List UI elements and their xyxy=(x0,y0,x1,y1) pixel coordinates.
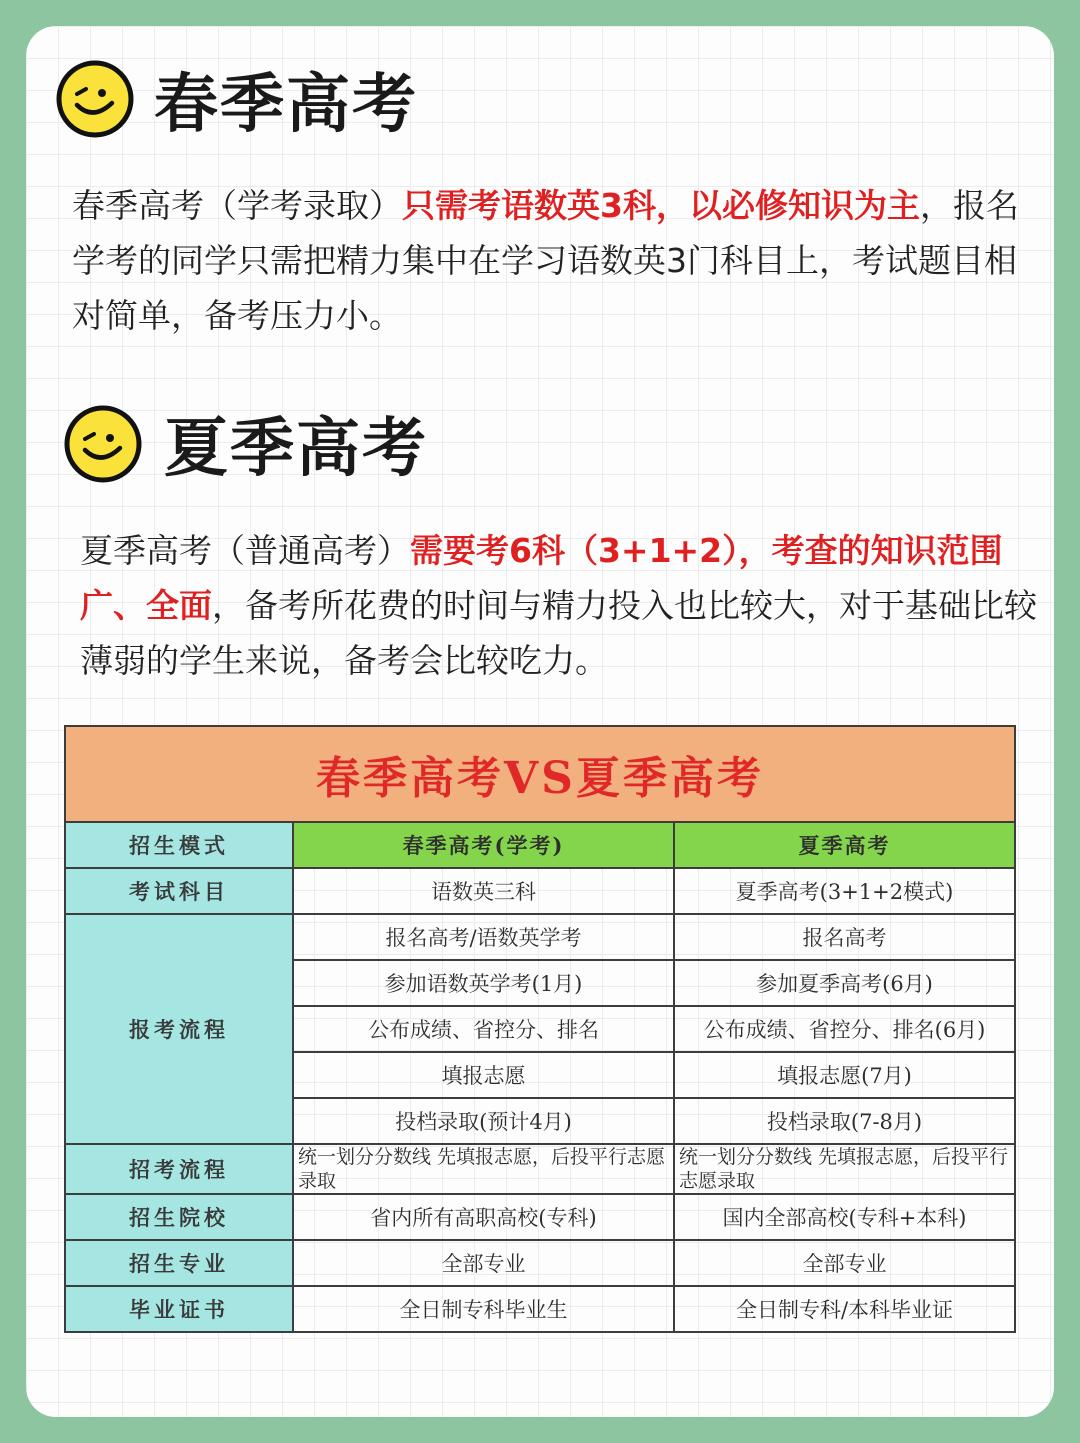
table-cell: 参加语数英学考(1月) xyxy=(293,960,674,1006)
table-cell: 公布成绩、省控分、排名 xyxy=(293,1006,674,1052)
table-title: 春季高考VS夏季高考 xyxy=(65,726,1015,822)
table-row xyxy=(65,1240,1015,1286)
row-label-schools: 招生院校 xyxy=(65,1194,293,1240)
table-cell: 报名高考/语数英学考 xyxy=(293,914,674,960)
table-row xyxy=(65,914,1015,960)
column-header-spring: 春季高考(学考) xyxy=(293,822,674,868)
table-cell: 语数英三科 xyxy=(293,868,674,914)
table-cell: 夏季高考(3+1+2模式) xyxy=(674,868,1015,914)
row-label-certificate: 毕业证书 xyxy=(65,1286,293,1332)
table-row xyxy=(65,1194,1015,1240)
table-cell: 全部专业 xyxy=(674,1240,1015,1286)
table-cell: 统一划分分数线 先填报志愿，后投平行志愿录取 xyxy=(293,1144,674,1194)
table-cell: 全日制专科毕业生 xyxy=(293,1286,674,1332)
table-row xyxy=(65,1286,1015,1332)
spring-para-highlight: 只需考语数英3科，以必修知识为主 xyxy=(402,186,920,225)
summer-paragraph xyxy=(80,523,1050,688)
spring-para-suffix: ，报名学考的同学只需把精力集中在学习语数英3门科目上，考试题目相对简单，备考压力小。 xyxy=(72,186,1019,335)
summer-heading: 夏季高考 xyxy=(164,412,428,486)
table-cell: 参加夏季高考(6月) xyxy=(674,960,1015,1006)
table-cell: 投档录取(预计4月) xyxy=(293,1098,674,1144)
spring-para-prefix: 春季高考（学考录取） xyxy=(72,186,402,225)
table-row xyxy=(65,822,1015,868)
summer-para-prefix: 夏季高考（普通高考） xyxy=(80,531,410,570)
row-label-mode: 招生模式 xyxy=(65,822,293,868)
row-label-subjects: 考试科目 xyxy=(65,868,293,914)
row-label-process: 报考流程 xyxy=(65,914,293,1144)
wink-smiley-icon xyxy=(55,59,135,139)
content-card xyxy=(26,26,1054,1417)
table-cell: 全日制专科/本科毕业证 xyxy=(674,1286,1015,1332)
wink-smiley-icon xyxy=(63,404,143,484)
table-row xyxy=(65,1144,1015,1194)
summer-para-suffix: ，备考所花费的时间与精力投入也比较大，对于基础比较薄弱的学生来说，备考会比较吃力。 xyxy=(80,586,1037,680)
table-cell: 全部专业 xyxy=(293,1240,674,1286)
column-header-summer: 夏季高考 xyxy=(674,822,1015,868)
table-cell: 公布成绩、省控分、排名(6月) xyxy=(674,1006,1015,1052)
spring-heading: 春季高考 xyxy=(154,68,418,142)
table-row xyxy=(65,868,1015,914)
row-label-majors: 招生专业 xyxy=(65,1240,293,1286)
table-cell: 投档录取(7-8月) xyxy=(674,1098,1015,1144)
table-cell: 国内全部高校(专科+本科) xyxy=(674,1194,1015,1240)
row-label-admission: 招考流程 xyxy=(65,1144,293,1194)
table-cell: 报名高考 xyxy=(674,914,1015,960)
comparison-table xyxy=(64,725,1016,1333)
table-cell: 填报志愿(7月) xyxy=(674,1052,1015,1098)
table-cell: 统一划分分数线 先填报志愿，后投平行志愿录取 xyxy=(674,1144,1015,1194)
spring-paragraph xyxy=(72,178,1042,343)
table-cell: 省内所有高职高校(专科) xyxy=(293,1194,674,1240)
table-cell: 填报志愿 xyxy=(293,1052,674,1098)
summer-para-highlight: 需要考6科（3+1+2），考查的知识范围广、全面 xyxy=(80,531,1003,625)
